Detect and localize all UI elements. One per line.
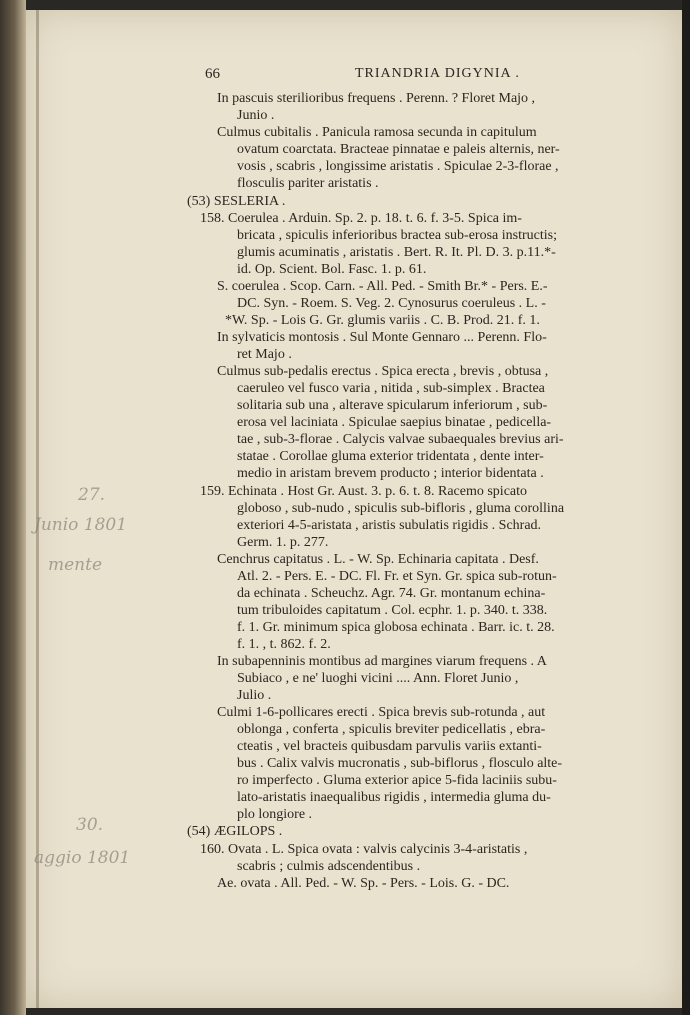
section-heading: (53) SESLERIA .: [187, 194, 286, 209]
text-line: Culmi 1-6-pollicares erecti . Spica brevis sub-rotunda , aut: [217, 705, 546, 720]
text-line: globoso , sub-nudo , spiculis sub-bifloris , gluma corollina: [237, 501, 565, 516]
text-line: statae . Corollae gluma exterior tridentata , dente inter-: [237, 449, 544, 464]
text-line: ro imperfecto . Gluma exterior apice 5-fida laciniis subu-: [237, 773, 557, 788]
text-line: f. 1. Gr. minimum spica globosa echinata . Barr. ic. t. 28.: [237, 620, 555, 635]
text-line: vosis , scabris , longissime aristatis . Spiculae 2-3-florae ,: [237, 159, 559, 174]
margin-note: mente: [48, 555, 103, 575]
text-line: tae , sub-3-florae . Calycis valvae subaequales brevius ari-: [237, 432, 564, 447]
text-line: S. coerulea . Scop. Carn. - All. Ped. - Smith Br.* - Pers. E.-: [217, 279, 548, 294]
text-line: caeruleo vel fusco varia , nitida , sub-simplex . Bractea: [237, 381, 545, 396]
margin-note: 30.: [76, 815, 104, 835]
book-right-edge: [682, 0, 690, 1015]
text-line: In pascuis sterilioribus frequens . Perenn. ? Floret Majo ,: [217, 91, 536, 106]
text-line: Atl. 2. - Pers. E. - DC. Fl. Fr. et Syn. Gr. spica sub-rotun-: [237, 569, 557, 584]
text-line: Germ. 1. p. 277.: [237, 535, 329, 550]
text-line: Subiaco , e ne' luoghi vicini .... Ann. Floret Junio ,: [237, 671, 519, 686]
text-line: cteatis , vel bracteis quibusdam parvulis variis extanti-: [237, 739, 542, 754]
margin-note: 27.: [78, 485, 106, 505]
text-line: lato-aristatis inaequalibus rigidis , intermedia gluma du-: [237, 790, 551, 805]
text-line: 158. Coerulea . Arduin. Sp. 2. p. 18. t. 6. f. 3-5. Spica im-: [200, 211, 522, 226]
text-line: Junio .: [237, 108, 275, 123]
text-line: plo longiore .: [237, 807, 313, 822]
text-line: Culmus cubitalis . Panicula ramosa secunda in capitulum: [217, 125, 537, 140]
text-line: Culmus sub-pedalis erectus . Spica erecta , brevis , obtusa ,: [217, 364, 549, 379]
text-line: In sylvaticis montosis . Sul Monte Gennaro ... Perenn. Flo-: [217, 330, 547, 345]
text-line: 160. Ovata . L. Spica ovata : valvis calycinis 3-4-aristatis ,: [200, 842, 528, 857]
page-number: 66: [205, 66, 220, 82]
margin-note: Junio 1801: [34, 515, 128, 535]
section-heading: (54) ÆGILOPS .: [187, 824, 283, 839]
text-line: ret Majo .: [237, 347, 292, 362]
margin-note: aggio 1801: [34, 848, 131, 868]
book-gutter: [0, 0, 26, 1015]
text-line: id. Op. Scient. Bol. Fasc. 1. p. 61.: [237, 262, 427, 277]
text-line: In subapenninis montibus ad margines viarum frequens . A: [217, 654, 547, 669]
text-line: exteriori 4-5-aristata , aristis subulatis rigidis . Schrad.: [237, 518, 542, 533]
text-line: bus . Calix valvis mucronatis , sub-biflorus , flosculo alte-: [237, 756, 563, 771]
text-line: medio in aristam brevem producto ; interior bidentata .: [237, 466, 544, 481]
text-line: ovatum coarctata. Bracteae pinnatae e paleis alternis, ner-: [237, 142, 560, 157]
text-line: oblonga , conferta , spiculis breviter pedicellatis , ebra-: [237, 722, 546, 737]
text-line: da echinata . Scheuchz. Agr. 74. Gr. montanum echina-: [237, 586, 546, 601]
text-line: tum tribuloides capitatum . Col. ecphr. 1. p. 340. t. 338.: [237, 603, 548, 618]
text-line: erosa vel laciniata . Spiculae saepius binatae , pedicella-: [237, 415, 552, 430]
text-line: 159. Echinata . Host Gr. Aust. 3. p. 6. t. 8. Racemo spicato: [200, 484, 528, 499]
text-line: flosculis pariter aristatis .: [237, 176, 379, 191]
text-line: scabris ; culmis adscendentibus .: [237, 859, 421, 874]
running-title: TRIANDRIA DIGYNIA .: [355, 66, 520, 81]
text-line: Cenchrus capitatus . L. - W. Sp. Echinaria capitata . Desf.: [217, 552, 539, 567]
text-line: DC. Syn. - Roem. S. Veg. 2. Cynosurus coeruleus . L. -: [237, 296, 546, 311]
text-line: *W. Sp. - Lois G. Gr. glumis variis . C. B. Prod. 21. f. 1.: [225, 313, 540, 328]
text-line: Ae. ovata . All. Ped. - W. Sp. - Pers. - Lois. G. - DC.: [217, 876, 510, 891]
text-line: bricata , spiculis inferioribus bractea sub-erosa instructis;: [237, 228, 557, 243]
text-line: glumis acuminatis , aristatis . Bert. R. It. Pl. D. 3. p.11.*-: [237, 245, 556, 260]
text-line: f. 1. , t. 862. f. 2.: [237, 637, 331, 652]
text-line: Julio .: [237, 688, 272, 703]
text-line: solitaria sub una , alterave spicularum inferiorum , sub-: [237, 398, 548, 413]
